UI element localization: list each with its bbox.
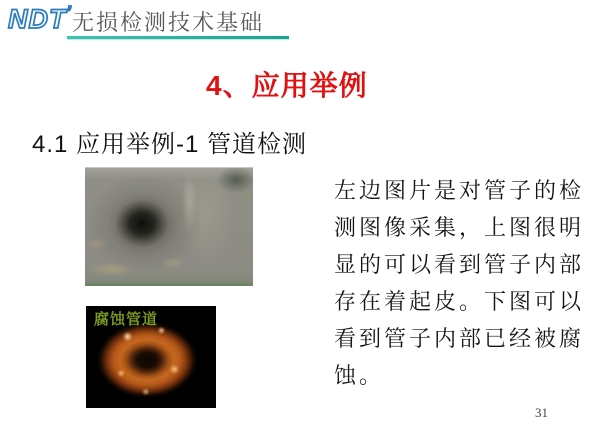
ndt-logo xyxy=(8,4,72,35)
paragraph-line: 看到管子内部已经被腐 xyxy=(334,326,585,351)
slide-subtitle: 4.1 应用举例-1 管道检测 xyxy=(32,131,308,158)
page-number: 31 xyxy=(535,405,548,420)
paragraph-line: 蚀。 xyxy=(334,363,385,388)
section-title: 4、应用举例 xyxy=(206,70,368,101)
corroded-pipe-photo xyxy=(86,306,216,408)
paragraph-line: 测图像采集，上图很明 xyxy=(334,215,585,240)
pipe-interior-photo xyxy=(85,167,253,286)
paragraph-line: 左边图片是对管子的检 xyxy=(334,178,585,203)
course-title: 无损检测技术基础 xyxy=(72,10,265,35)
ndt-logo-tick: ’ xyxy=(66,4,72,21)
paragraph-line: 存在着起皮。下图可以 xyxy=(334,289,585,314)
paragraph-line: 显的可以看到管子内部 xyxy=(334,252,585,277)
description-paragraph xyxy=(334,172,596,394)
corroded-pipe-label: 腐蚀管道 xyxy=(94,312,159,328)
ndt-logo-text: NDT xyxy=(8,4,67,34)
header-underline-rule xyxy=(67,36,289,39)
